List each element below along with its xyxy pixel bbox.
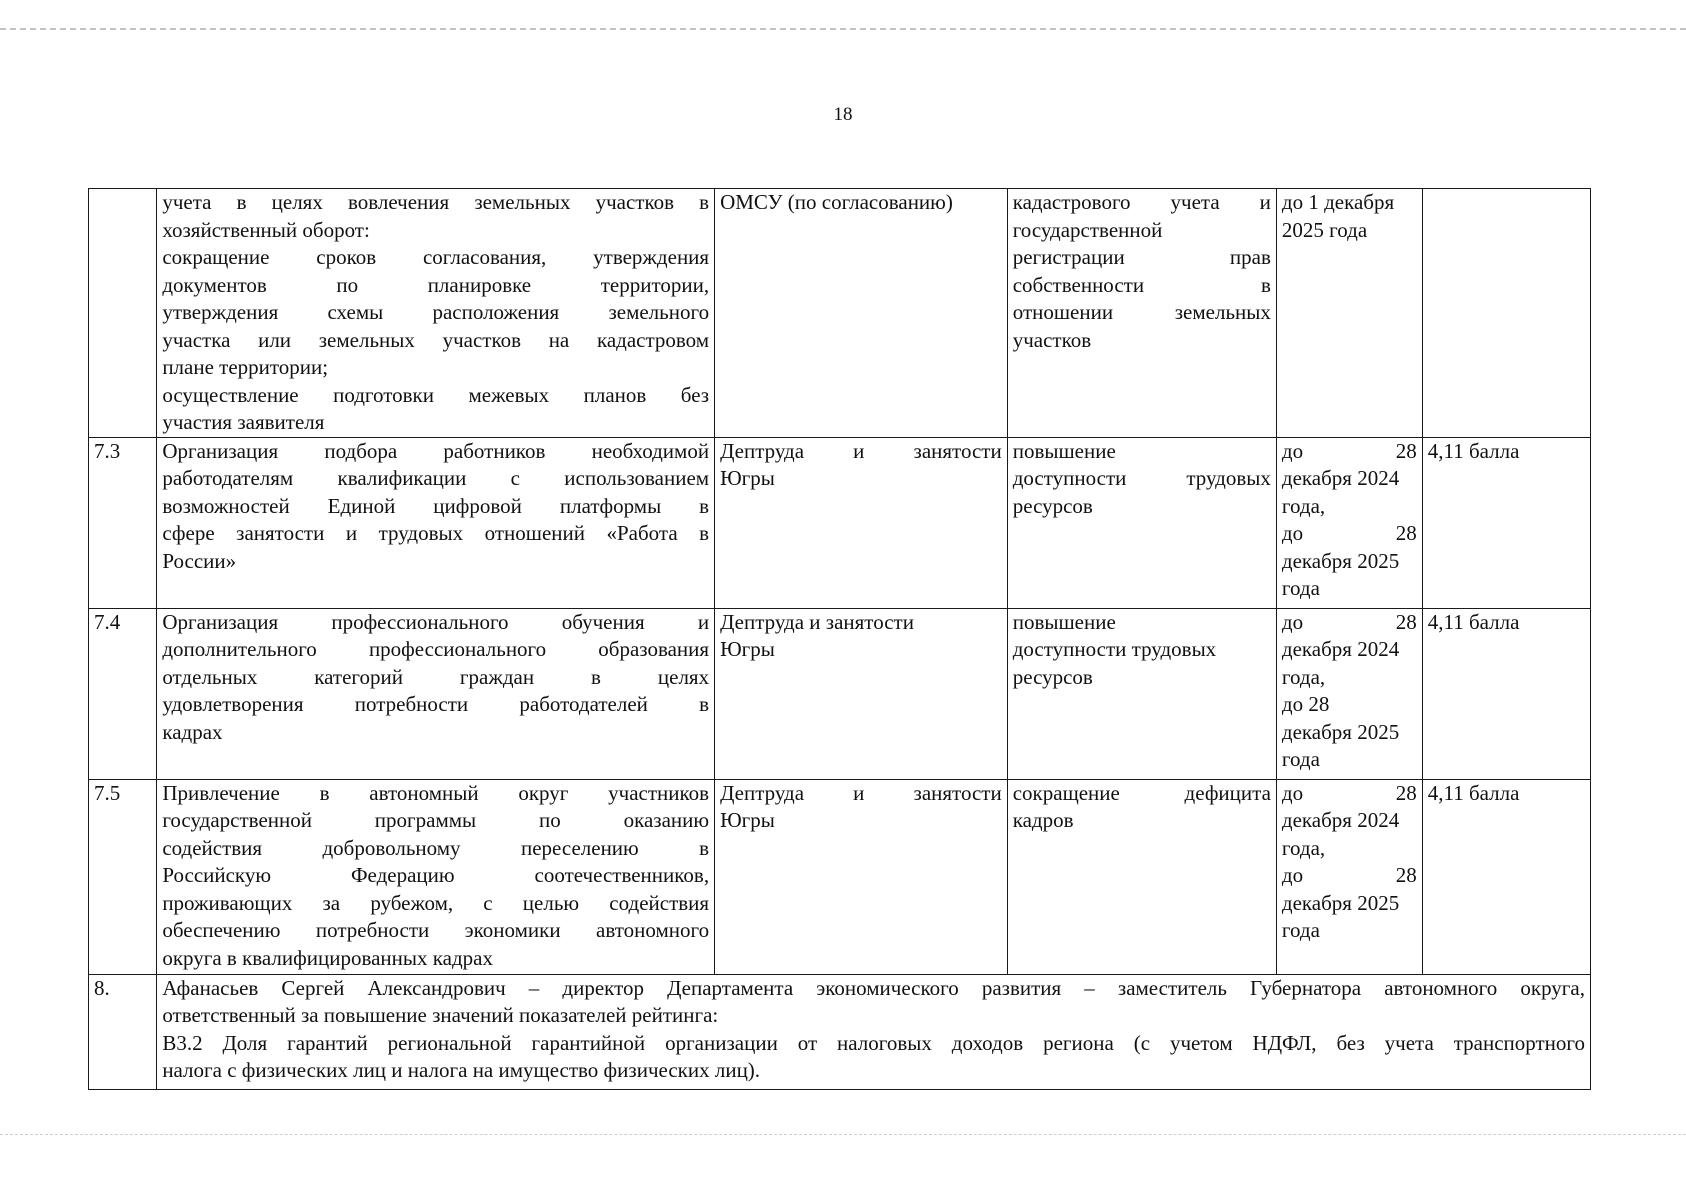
measures-table	[88, 188, 1591, 1090]
result-cell: сокращение дефицита кадров	[1007, 779, 1276, 974]
result-cell: повышение доступности трудовых ресурсов	[1007, 608, 1276, 779]
responsible-cell: Дептруда и занятости Югры	[715, 608, 1008, 779]
deadline-cell: до 1 декабря 2025 года	[1276, 189, 1422, 438]
activity-cell: Привлечение в автономный округ участников государственной программы по оказанию содействия добровольному переселению в Российскую Федерацию соотечественников, проживающих за рубежом, с целью содействия обеспечению потребности экономики автономного округа в квалифицированных кадрах	[157, 779, 715, 974]
row-number: 7.5	[89, 779, 157, 974]
page-number: 18	[833, 104, 853, 125]
deadline-cell: до 28 декабря 2024 года, до 28 декабря 2025 года	[1276, 437, 1422, 608]
activity-cell: Организация профессионального обучения и дополнительного профессионального образования отдельных категорий граждан в целях удовлетворения потребности работодателей в кадрах	[157, 608, 715, 779]
activity-cell: Организация подбора работников необходимой работодателям квалификации с использованием возможностей Единой цифровой платформы в сфере занятости и трудовых отношений «Работа в России»	[157, 437, 715, 608]
deadline-cell: до 28 декабря 2024 года, до 28 декабря 2025 года	[1276, 608, 1422, 779]
section-row	[89, 974, 1591, 1089]
section-number: 8.	[89, 974, 157, 1089]
value-cell	[1422, 189, 1590, 438]
result-cell: кадастрового учета и государственной регистрации прав собственности в отношении земельных участков	[1007, 189, 1276, 438]
table-row	[89, 189, 1591, 438]
table-row	[89, 437, 1591, 608]
section-description: Афанасьев Сергей Александрович – директор Департамента экономического развития – заместитель Губернатора автономного округа, ответственный за повышение значений показателей рейтинга: В3.2 Доля гарантий региональной гарантийной организации от налоговых доходов региона (с учетом НДФЛ, без учета транспортного налога с физических лиц и налога на имущество физических лиц).	[157, 974, 1591, 1089]
row-number: 7.3	[89, 437, 157, 608]
table-row	[89, 608, 1591, 779]
responsible-cell: ОМСУ (по согласованию)	[715, 189, 1008, 438]
value-cell: 4,11 балла	[1422, 437, 1590, 608]
activity-cell: учета в целях вовлечения земельных участков в хозяйственный оборот: сокращение сроков согласования, утверждения документов по планировке территории, утверждения схемы расположения земельного участка или земельных участков на кадастровом плане территории; осуществление подготовки межевых планов без участия заявителя	[157, 189, 715, 438]
value-cell: 4,11 балла	[1422, 779, 1590, 974]
row-number: 7.4	[89, 608, 157, 779]
result-cell: повышение доступности трудовых ресурсов	[1007, 437, 1276, 608]
scan-edge-top	[0, 28, 1686, 30]
deadline-cell: до 28 декабря 2024 года, до 28 декабря 2025 года	[1276, 779, 1422, 974]
responsible-cell: Дептруда и занятости Югры	[715, 779, 1008, 974]
value-cell: 4,11 балла	[1422, 608, 1590, 779]
table-row	[89, 779, 1591, 974]
row-number	[89, 189, 157, 438]
scan-edge-bottom	[0, 1134, 1686, 1135]
responsible-cell: Дептруда и занятости Югры	[715, 437, 1008, 608]
